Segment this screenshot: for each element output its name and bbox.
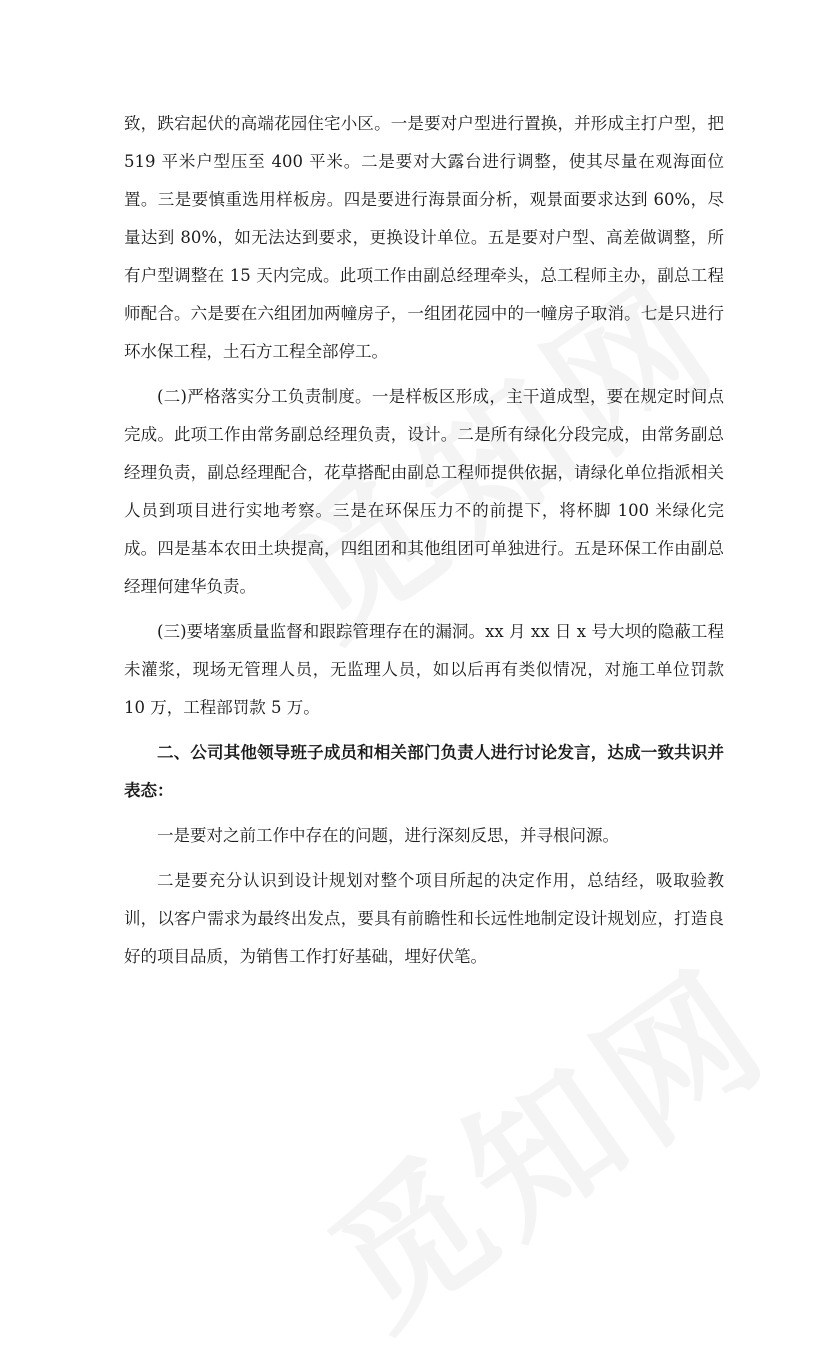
paragraph-section-3: (三)要堵塞质量监督和跟踪管理存在的漏洞。xx 月 xx 日 x 号大坝的隐蔽工程未灌浆，现场无管理人员，无监理人员，如以后再有类似情况，对施工单位罚款 10 万，工程部罚款 5 万。 xyxy=(124,622,724,717)
paragraph-point-1: 一是要对之前工作中存在的问题，进行深刻反思，并寻根问源。 xyxy=(157,826,619,845)
paragraph-section-2: (二)严格落实分工负责制度。一是样板区形成，主干道成型，要在规定时间点完成。此项工作由常务副总经理负责，设计。二是所有绿化分段完成，由常务副总经理负责，副总经理配合，花草搭配由副总工程师提供依据，请绿化单位指派相关人员到项目进行实地考察。三是在环保压力不的前提下，将杯脚 100 米绿化完成。四是基本农田土块提高，四组团和其他组团可单独进行。五是环保工作由副总经理何建华负责。 xyxy=(124,387,724,596)
paragraph-continued: 致，跌宕起伏的高端花园住宅小区。一是要对户型进行置换，并形成主打户型，把 519 平米户型压至 400 平米。二是要对大露台进行调整，使其尽量在观海面位置。三是要慎重选用样板房。四是要进行海景面分析，观景面要求达到 60%，尽量达到 80%，如无法达到要求，更换设计单位。五是要对户型、高差做调整，所有户型调整在 15 天内完成。此项工作由副总经理牵头，总工程师主办，副总工程师配合。六是要在六组团加两幢房子，一组团花园中的一幢房子取消。七是只进行环水保工程，土石方工程全部停工。 xyxy=(124,114,724,361)
paragraph-point-2: 二是要充分认识到设计规划对整个项目所起的决定作用，总结经，吸取验教训，以客户需求为最终出发点，要具有前瞻性和长远性地制定设计规划应，打造良好的项目品质，为销售工作打好基础，埋好伏笔。 xyxy=(124,871,724,966)
document-body xyxy=(124,105,724,976)
watermark xyxy=(282,910,804,1366)
section-heading: 二、公司其他领导班子成员和相关部门负责人进行讨论发言，达成一致共识并表态： xyxy=(124,743,724,800)
